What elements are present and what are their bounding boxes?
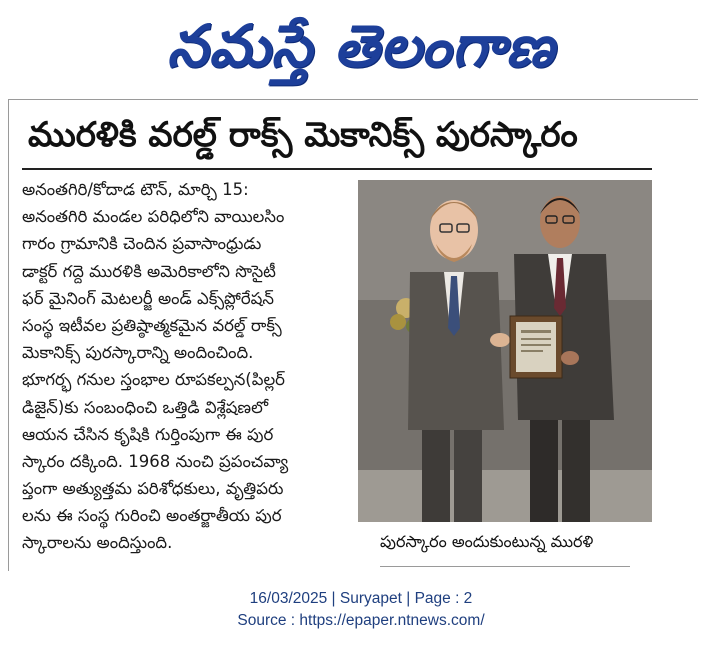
article-line: గారం గ్రామానికి చెందిన ప్రవాసాంధ్రుడు (22, 234, 262, 254)
clipping-cut-line (380, 566, 630, 567)
article-line: డిజైన్)కు సంబంధించి ఒత్తిడి విశ్లేషణలో (22, 397, 269, 417)
article-line: అనంతగిరి/కోదాడ టౌన్, మార్చి 15: (22, 180, 249, 199)
headline-rule (22, 168, 652, 170)
article-line: మెకానిక్స్ పురస్కారాన్ని అందించింది. (22, 343, 254, 363)
clipping-border-left (8, 99, 9, 571)
article-headline: మురళికి వరల్డ్ రాక్స్ మెకానిక్స్ పురస్కారం (28, 115, 578, 155)
footer-source-link[interactable]: Source : https://epaper.ntnews.com/ (237, 612, 485, 629)
article-line: స్కారాలను అందిస్తుంది. (22, 533, 173, 553)
masthead (0, 0, 722, 100)
article-line: సంస్థ ఇటీవల ప్రతిష్ఠాత్మకమైన వరల్డ్ రాక్స్ (22, 315, 282, 335)
article-line: ఆయన చేసిన కృషికి గుర్తింపుగా ఈ పుర (22, 424, 274, 444)
article-line: ప్తంగా అత్యుత్తమ పరిశోధకులు, వృత్తిపరు (22, 479, 284, 499)
footer-date-edition: 16/03/2025 | Suryapet | Page : 2 (249, 590, 473, 607)
article-line: భూగర్భ గనుల స్తంభాల రూపకల్పన(పిల్లర్ (22, 370, 285, 390)
newspaper-name: నమస్తే తెలంగాణ (167, 12, 555, 80)
article-line: స్కారం దక్కింది. 1968 నుంచి ప్రపంచవ్యా (22, 451, 289, 471)
award-photo-illustration (358, 180, 652, 522)
article-line: ఫర్ మైనింగ్ మెటలర్జీ అండ్ ఎక్స్‌ప్లోరేషన్ (22, 288, 274, 308)
article-line: లను ఈ సంస్థ గురించి అంతర్జాతీయ పుర (22, 506, 282, 526)
photo-caption: పురస్కారం అందుకుంటున్న మురళి (380, 532, 594, 551)
clipping-border-top (8, 99, 698, 100)
source-footer (0, 588, 722, 632)
article-line: అనంతగిరి మండల పరిధిలోని వాయిలసిం (22, 207, 285, 227)
award-photo (358, 180, 652, 522)
article-line: డాక్టర్ గద్దె మురళికి అమెరికాలోని సొసైటీ (22, 261, 276, 281)
article-body (22, 176, 348, 557)
